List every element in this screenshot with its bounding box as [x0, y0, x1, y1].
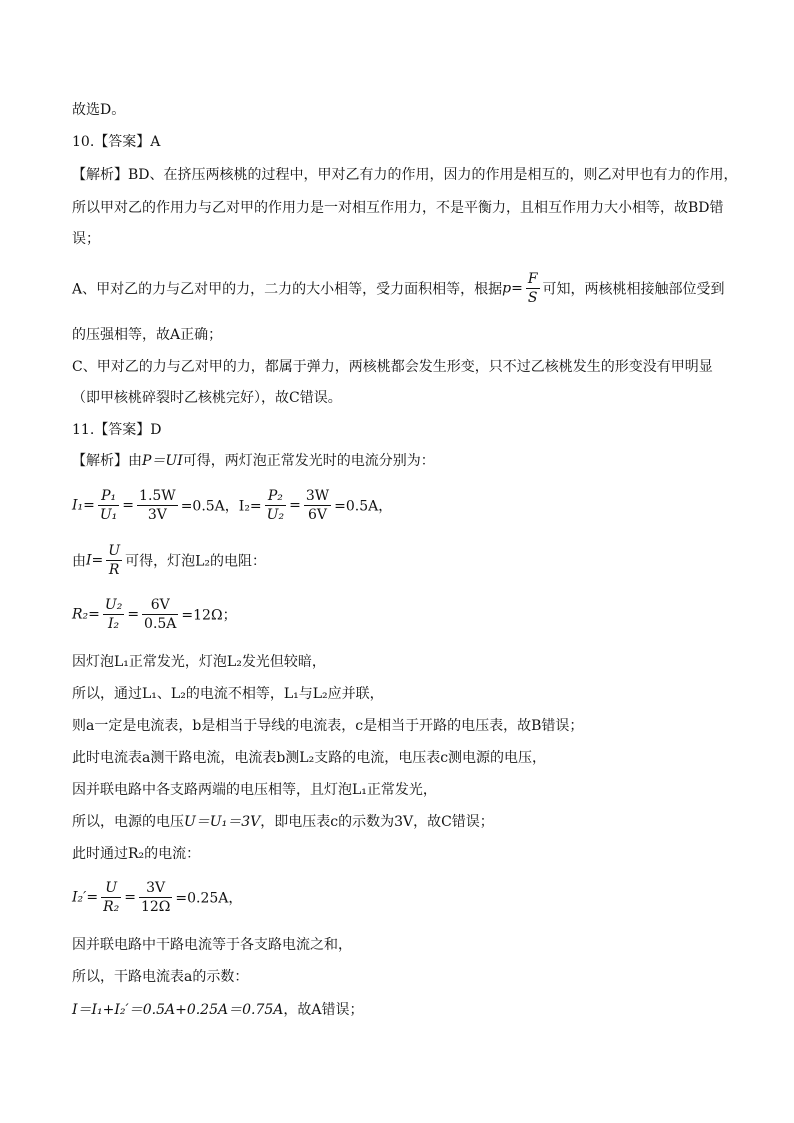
text-line: 因并联电路中干路电流等于各支路电流之和， [72, 937, 352, 953]
resistance-equation: R₂= $\frac{\text{U₂}}{\text{I₂}}$ = $\frac{6V}{0.5A}$ =12Ω； [72, 597, 237, 632]
p-equals: p= [502, 280, 523, 297]
fraction-15w-over-3v: $\frac{1.5W}{3V}$ [139, 488, 176, 523]
voltage-formula: U＝U₁＝3V [184, 814, 261, 830]
fraction-u-over-r2: $\frac{U}{\text{R₂}}$ [103, 880, 120, 915]
fraction-3v-over-12ohm: $\frac{3V}{12\Omega}$ [140, 880, 171, 915]
text-line: 故选D。 [72, 102, 126, 118]
text-line: （即甲核桃碎裂时乙核桃完好），故C错误。 [72, 390, 342, 406]
text-line: 所以甲对乙的作用力与乙对甲的作用力是一对相互作用力，不是平衡力，且相互作用力大小相等，故BD错 [72, 200, 724, 216]
text-line: I＝I₁+I₂′＝0.5A+0.25A＝0.75A，故A错误； [72, 1002, 364, 1018]
text-line: 此时通过R₂的电流： [72, 846, 201, 862]
ohms-law-line: 由I= $\frac{U}{R}$ 可得，灯泡L₂的电阻： [72, 543, 266, 578]
current-equation: I₁= $\frac{\text{P₁}}{\text{U₁}}$ = $\frac{1.5W}{3V}$ =0.5A，I₂= $\frac{\text{P₂}}{\text{U₂}}$ = $\frac{3W}{6V}$ =0.5A， [72, 488, 393, 523]
answer-10-heading: 10.【答案】A [72, 134, 161, 150]
text-line: C、甲对乙的力与乙对甲的力，都属于弹力，两核桃都会发生形变，只不过乙核桃发生的形变没有甲明显 [72, 359, 713, 375]
text-line: 则a一定是电流表，b是相当于导线的电流表，c是相当于开路的电压表，故B错误； [72, 718, 584, 734]
fraction-6v-over-05a: $\frac{6V}{0.5A}$ [144, 597, 177, 632]
total-current-formula: I＝I₁+I₂′＝0.5A+0.25A＝0.75A [72, 1002, 284, 1018]
text-line: 因灯泡L₁正常发光，灯泡L₂发光但较暗， [72, 654, 326, 670]
branch-current-equation: I₂′= $\frac{U}{\text{R₂}}$ = $\frac{3V}{12\Omega}$ =0.25A， [72, 880, 243, 915]
fraction-f-over-s: $\frac{F}{S}$ [527, 271, 538, 306]
text-line: 因并联电路中各支路两端的电压相等，且灯泡L₁正常发光， [72, 782, 437, 798]
text-line: 【解析】由P＝UI可得，两灯泡正常发光时的电流分别为： [72, 453, 435, 469]
text-line: 误； [72, 231, 100, 247]
text-line: 的压强相等，故A正确； [72, 327, 223, 343]
answer-11-heading: 11.【答案】D [72, 422, 162, 438]
text-line: 【解析】BD、在挤压两核桃的过程中，甲对乙有力的作用，因力的作用是相互的，则乙对甲也有力的作用， [72, 167, 738, 183]
fraction-p1-over-u1: $\frac{\text{P₁}}{\text{U₁}}$ [99, 488, 118, 523]
pressure-formula-line: A、甲对乙的力与乙对甲的力，二力的大小相等，受力面积相等，根据p= $\frac{F}{S}$ 可知，两核桃相接触部位受到 [72, 271, 725, 306]
fraction-p2-over-u2: $\frac{\text{P₂}}{\text{U₂}}$ [266, 488, 285, 523]
fraction-u-over-r: $\frac{U}{R}$ [108, 543, 121, 578]
power-formula: P＝UI [142, 453, 183, 469]
text-line: 所以，电源的电压U＝U₁＝3V，即电压表c的示数为3V，故C错误； [72, 814, 494, 830]
fraction-3w-over-6v: $\frac{3W}{6V}$ [305, 488, 330, 523]
fraction-u2-over-i2: $\frac{\text{U₂}}{\text{I₂}}$ [104, 597, 123, 632]
text-line: 此时电流表a测干路电流，电流表b测L₂支路的电流，电压表c测电源的电压， [72, 750, 547, 766]
text-line: 所以，通过L₁、L₂的电流不相等，L₁与L₂应并联， [72, 686, 384, 702]
text-line: 所以，干路电流表a的示数： [72, 969, 249, 985]
